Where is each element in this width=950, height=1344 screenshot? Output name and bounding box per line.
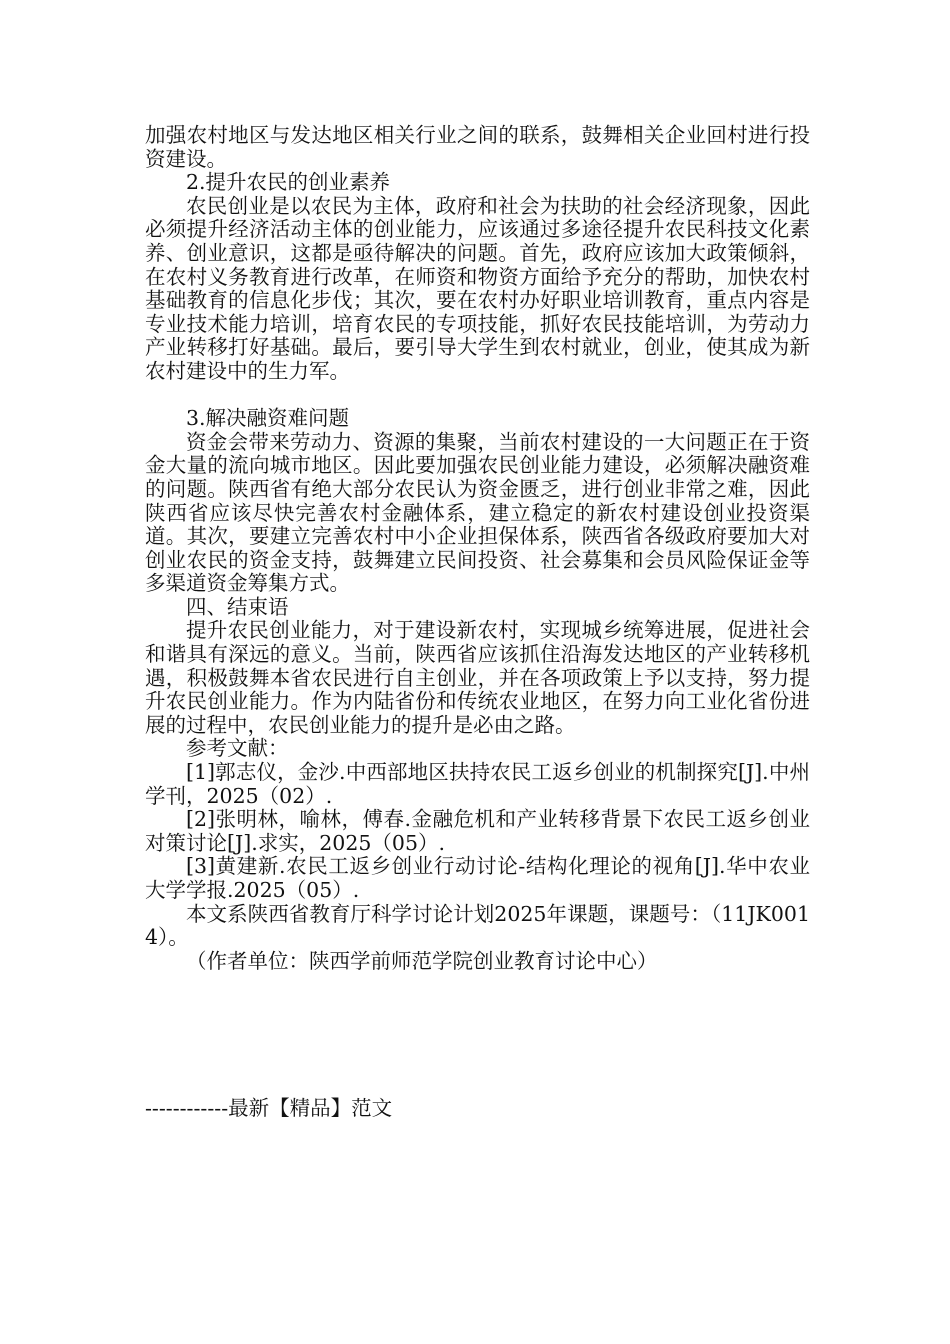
section-heading-conclusion: 四、结束语 (186, 594, 289, 619)
footer-text: ------------最新【精品】范文 (145, 1096, 393, 1120)
paragraph-continuation: 加强农村地区与发达地区相关行业之间的联系，鼓舞相关企业回村进行投资建设。 (145, 123, 810, 171)
section-heading-entrepreneurship-literacy: 2.提升农民的创业素养 (186, 170, 391, 195)
reference-item-2: [2]张明林，喻林，傅春.金融危机和产业转移背景下农民工返乡创业对策讨论[J].求实，2025（05）. (145, 807, 810, 855)
author-affiliation: （作者单位：陕西学前师范学院创业教育讨论中心） (186, 948, 658, 973)
reference-item-3: [3]黄建新.农民工返乡创业行动讨论-结构化理论的视角[J].华中农业大学学报.2025（05）. (145, 854, 810, 902)
paragraph-gap (145, 384, 810, 408)
references-heading: 参考文献： (186, 736, 289, 761)
paragraph-conclusion: 提升农民创业能力，对于建设新农村，实现城乡统筹进展，促进社会和谐具有深远的意义。当前，陕西省应该抓住沿海发达地区的产业转移机遇，积极鼓舞本省农民进行自主创业，并在各项政策上予以支持，努力提升农民创业能力。作为内陆省份和传统农业地区，在努力向工业化省份进展的过程中，农民创业能力的提升是必由之路。 (145, 618, 810, 737)
funding-note: 本文系陕西省教育厅科学讨论计划2025年课题，课题号：（11JK0014）。 (145, 901, 810, 950)
section-heading-financing: 3.解决融资难问题 (186, 406, 350, 431)
document-body (145, 124, 810, 973)
reference-item-1: [1]郭志仪，金沙.中西部地区扶持农民工返乡创业的机制探究[J].中州学刊，2025（02）. (145, 760, 810, 808)
paragraph-entrepreneurship-literacy: 农民创业是以农民为主体，政府和社会为扶助的社会经济现象，因此必须提升经济活动主体的创业能力，应该通过多途径提升农民科技文化素养、创业意识，这都是亟待解决的问题。首先，政府应该加大政策倾斜，在农村义务教育进行改革，在师资和物资方面给予充分的帮助，加快农村基础教育的信息化步伐；其次，要在农村办好职业培训教育，重点内容是专业技术能力培训，培育农民的专项技能，抓好农民技能培训，为劳动力产业转移打好基础。最后，要引导大学生到农村就业，创业，使其成为新农村建设中的生力军。 (145, 193, 810, 383)
paragraph-financing: 资金会带来劳动力、资源的集聚，当前农村建设的一大问题正在于资金大量的流向城市地区。因此要加强农民创业能力建设，必须解决融资难的问题。陕西省有绝大部分农民认为资金匮乏，进行创业非常之难，因此陕西省应该尽快完善农村金融体系，建立稳定的新农村建设创业投资渠道。其次，要建立完善农村中小企业担保体系，陕西省各级政府要加大对创业农民的资金支持，鼓舞建立民间投资、社会募集和会员风险保证金等多渠道资金筹集方式。 (145, 429, 810, 596)
